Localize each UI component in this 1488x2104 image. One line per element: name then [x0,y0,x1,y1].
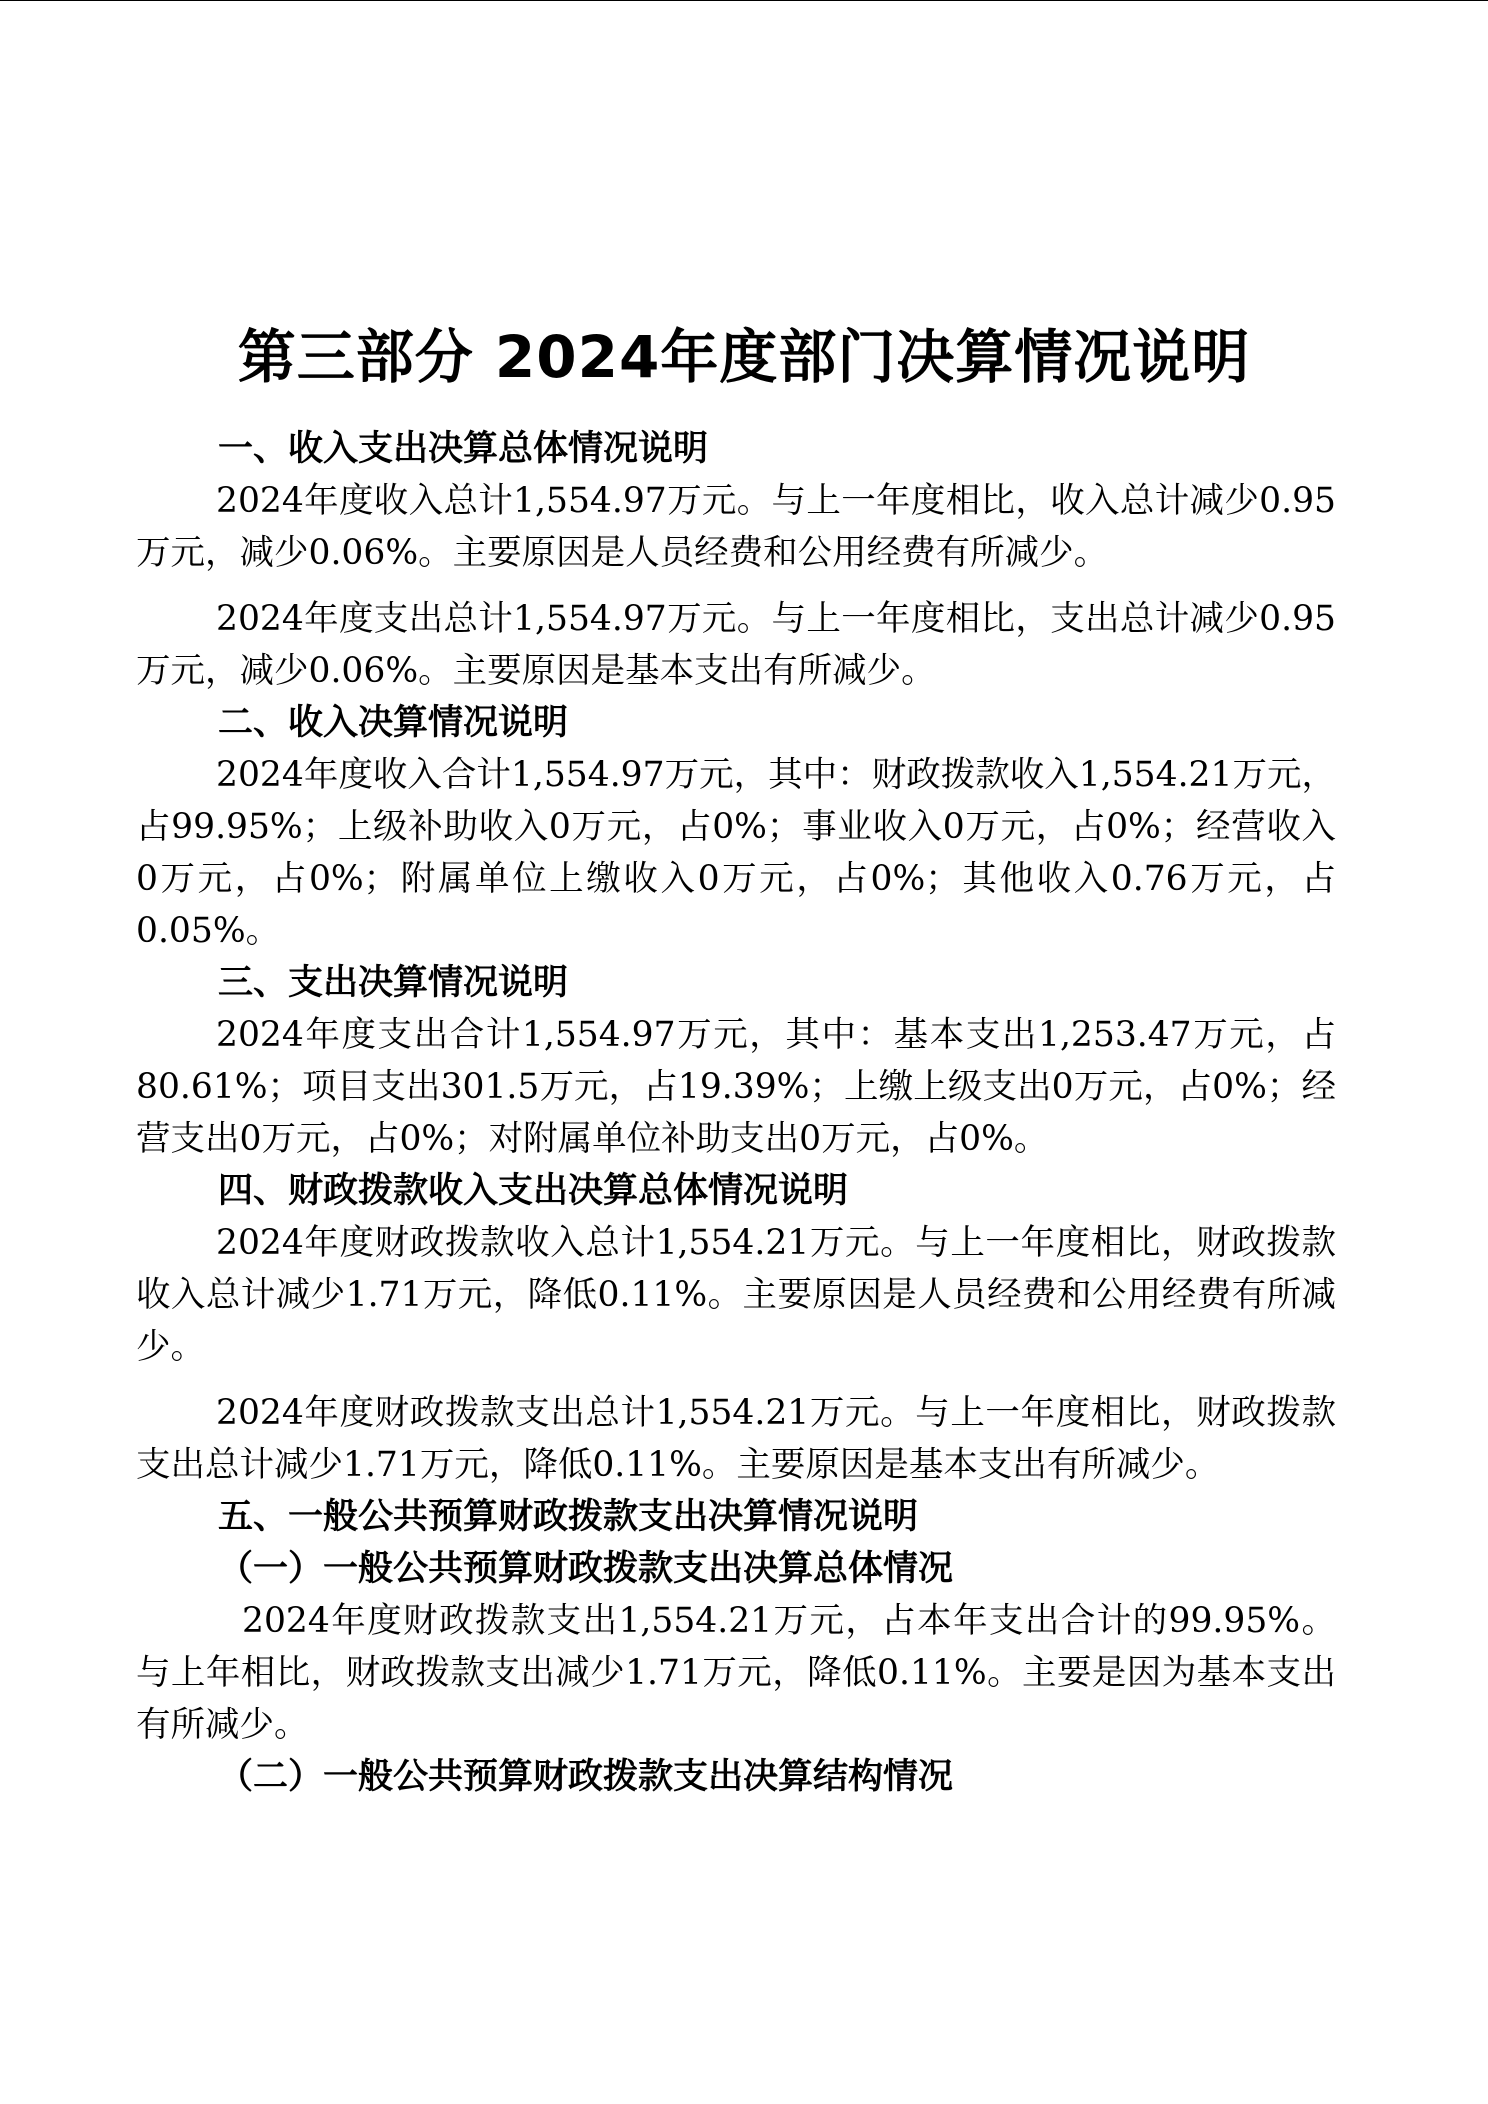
section-heading-1: 一、收入支出决算总体情况说明 [218,429,709,469]
section-1-paragraph-1: 2024年度收入总计1,554.97万元。与上一年度相比，收入总计减少0.95万元，减少0.06%。主要原因是人员经费和公用经费有所减少。 [136,481,1336,573]
section-3-paragraph-1: 2024年度支出合计1,554.97万元，其中：基本支出1,253.47万元，占80.61%；项目支出301.5万元，占19.39%；上缴上级支出0万元，占0%；经营支出0万元，占0%；对附属单位补助支出0万元，占0%。 [136,1015,1336,1159]
section-4-paragraph-1: 2024年度财政拨款收入总计1,554.21万元。与上一年度相比，财政拨款收入总计减少1.71万元，降低0.11%。主要原因是人员经费和公用经费有所减少。 [136,1223,1336,1367]
section-heading-4: 四、财政拨款收入支出决算总体情况说明 [218,1171,849,1211]
subsection-5-1-paragraph: 2024年度财政拨款支出1,554.21万元，占本年支出合计的99.95%。与上年相比，财政拨款支出减少1.71万元，降低0.11%。主要是因为基本支出有所减少。 [136,1601,1336,1745]
subsection-heading-5-2: （二）一般公共预算财政拨款支出决算结构情况 [218,1757,954,1797]
section-heading-2: 二、收入决算情况说明 [218,703,569,743]
section-4-paragraph-2: 2024年度财政拨款支出总计1,554.21万元。与上一年度相比，财政拨款支出总计减少1.71万元，降低0.11%。主要原因是基本支出有所减少。 [136,1393,1336,1485]
page-title: 第三部分 2024年度部门决算情况说明 [237,323,1251,391]
section-heading-5: 五、一般公共预算财政拨款支出决算情况说明 [218,1497,919,1537]
section-heading-3: 三、支出决算情况说明 [218,963,569,1003]
section-1-paragraph-2: 2024年度支出总计1,554.97万元。与上一年度相比，支出总计减少0.95万元，减少0.06%。主要原因是基本支出有所减少。 [136,599,1336,691]
section-2-paragraph-1: 2024年度收入合计1,554.97万元，其中：财政拨款收入1,554.21万元，占99.95%；上级补助收入0万元，占0%；事业收入0万元，占0%；经营收入0万元，占0%；附属单位上缴收入0万元，占0%；其他收入0.76万元，占0.05%。 [136,755,1336,951]
subsection-heading-5-1: （一）一般公共预算财政拨款支出决算总体情况 [218,1549,954,1589]
document-body [136,423,1336,1803]
